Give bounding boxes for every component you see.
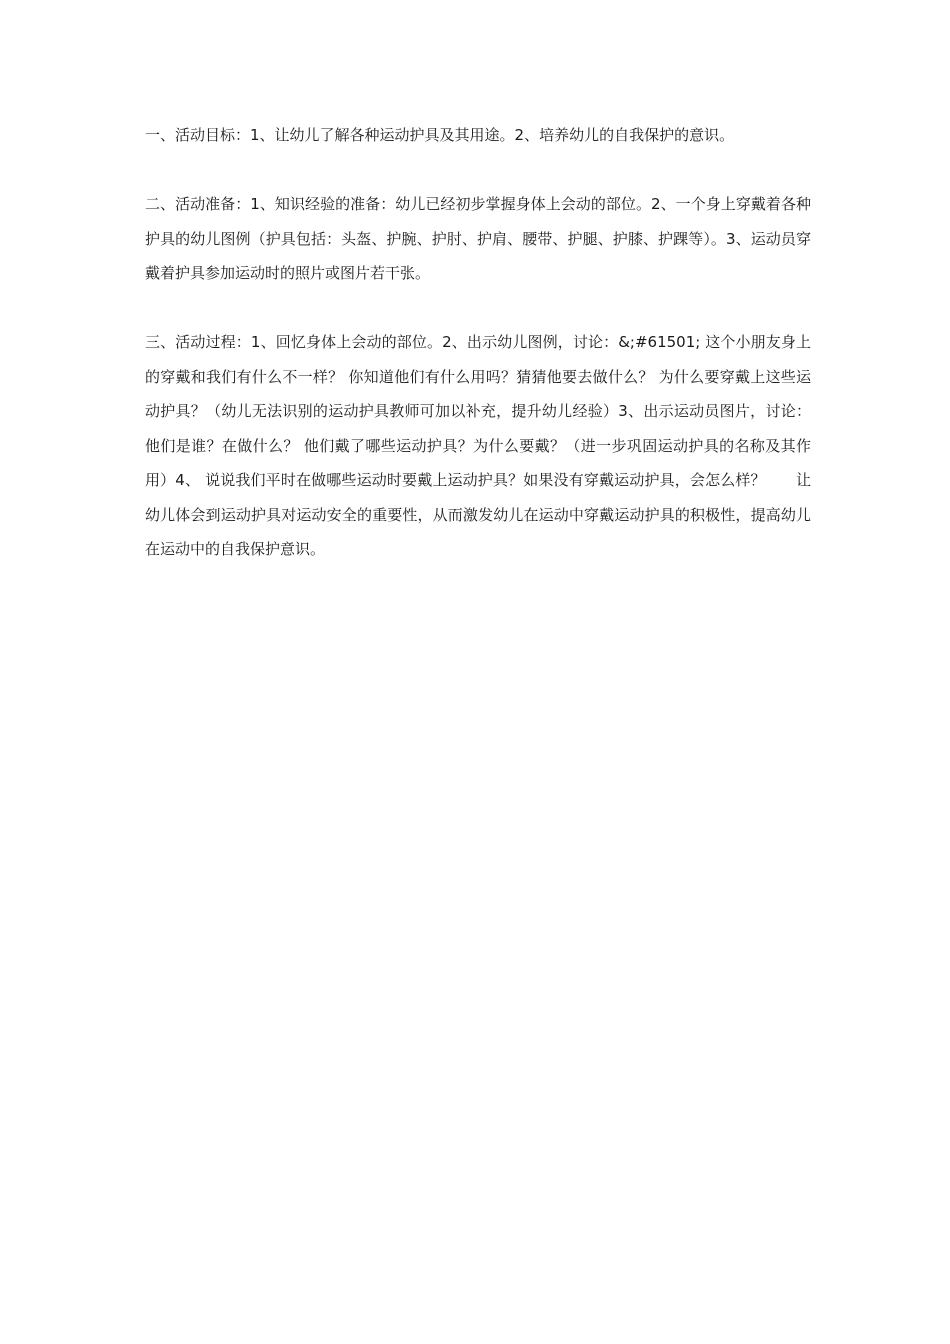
- paragraph-activity-process: 三、活动过程：1、回忆身体上会动的部位。2、出示幼儿图例，讨论：&;#61501; 这个小朋友身上的穿戴和我们有什么不一样？ 你知道他们有什么用吗？猜猜他要去做什么？ 为什么要穿戴上这些运动护具？（幼儿无法识别的运动护具教师可加以补充，提升幼儿经验）3、出示运动员图片，讨论：他们是谁？在做什么？ 他们戴了哪些运动护具？为什么要戴？（进一步巩固运动护具的名称及其作用）4、 说说我们平时在做哪些运动时要戴上运动护具？如果没有穿戴运动护具，会怎么样？ 让幼儿体会到运动护具对运动安全的重要性，从而激发幼儿在运动中穿戴运动护具的积极性，提高幼儿在运动中的自我保护意识。: [145, 333, 811, 558]
- document-body: [145, 118, 811, 601]
- paragraph-activity-goals: 一、活动目标：1、让幼儿了解各种运动护具及其用途。2、培养幼儿的自我保护的意识。: [145, 126, 735, 144]
- paragraph-activity-preparation: 二、活动准备：1、知识经验的准备：幼儿已经初步掌握身体上会动的部位。2、一个身上穿戴着各种护具的幼儿图例（护具包括：头盔、护腕、护肘、护肩、腰带、护腿、护膝、护踝等）。3、运动员穿戴着护具参加运动时的照片或图片若干张。: [145, 195, 811, 282]
